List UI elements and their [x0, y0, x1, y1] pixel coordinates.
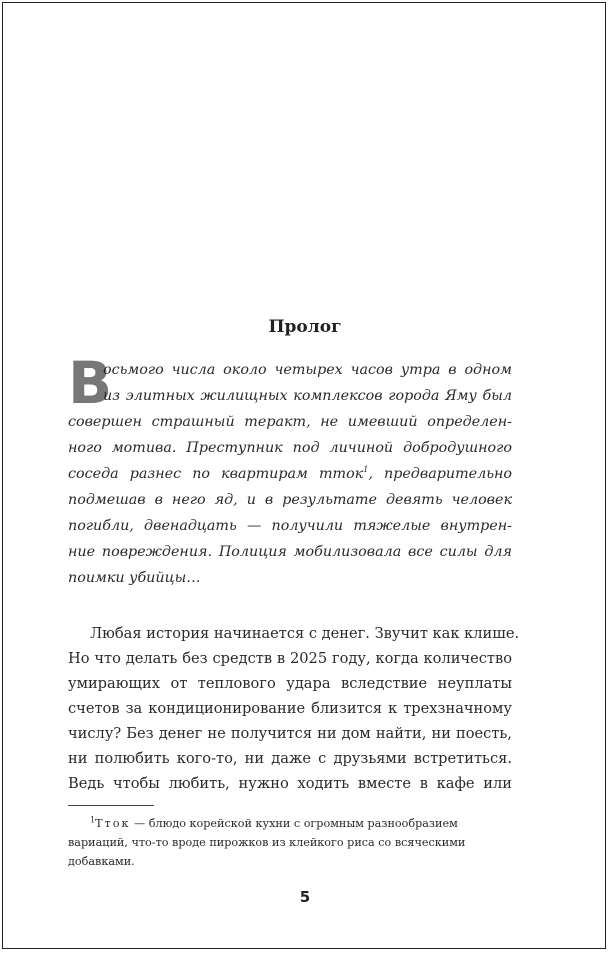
prologue-line: поимки убийцы…	[68, 570, 201, 586]
footnote-line: добавками.	[68, 855, 135, 868]
footnote-divider	[68, 805, 154, 806]
footnote-term: Тток	[95, 817, 131, 830]
body-paragraph	[68, 621, 520, 796]
prologue-line-with-footnote	[68, 461, 512, 487]
prologue-line: ние повреждения. Полиция мобилизовала все силы для	[68, 544, 512, 560]
page-number: 5	[299, 888, 311, 906]
prologue-line-part: соседа разнес по квартирам тток	[68, 466, 364, 482]
footnote-number: 1	[90, 815, 96, 825]
prologue-line-part: , предварительно	[368, 466, 513, 482]
footnote	[68, 814, 512, 871]
footnote-reference[interactable]: 1	[363, 465, 369, 475]
prologue-line: осьмого числа около четырех часов утра в одном	[103, 362, 512, 378]
prologue-line: подмешав в него яд, и в результате девять человек	[68, 492, 512, 508]
prologue-italic-paragraph	[68, 349, 513, 591]
body-line: числу? Без денег не получится ни дом найти, ни поесть,	[68, 725, 512, 742]
footnote-line: вариаций, что-то вроде пирожков из клейкого риса со всяческими	[68, 836, 466, 849]
body-line: Ведь чтобы любить, нужно ходить вместе в кафе или	[68, 775, 512, 792]
body-line: счетов за кондиционирование близится к трехзначному	[68, 700, 512, 717]
prologue-line: из элитных жилищных комплексов города Яму был	[103, 388, 512, 404]
body-line: умирающих от теплового удара вследствие неуплаты	[68, 675, 512, 692]
body-line: Любая история начинается с денег. Звучит как клише.	[90, 625, 520, 642]
prologue-line: совершен страшный теракт, не имевший определен-	[68, 414, 512, 430]
prologue-line: ного мотива. Преступник под личиной добродушного	[68, 440, 512, 456]
chapter-heading: Пролог	[268, 317, 342, 337]
prologue-line: погибли, двенадцать — получили тяжелые внутрен-	[68, 518, 512, 534]
body-line: Но что делать без средств в 2025 году, когда количество	[68, 650, 512, 667]
drop-cap-letter: В	[68, 349, 113, 417]
body-line: ни полюбить кого-то, ни даже с друзьями встретиться.	[68, 750, 512, 767]
footnote-line	[68, 814, 512, 833]
footnote-text: — блюдо корейской кухни с огромным разнообразием	[130, 817, 458, 830]
